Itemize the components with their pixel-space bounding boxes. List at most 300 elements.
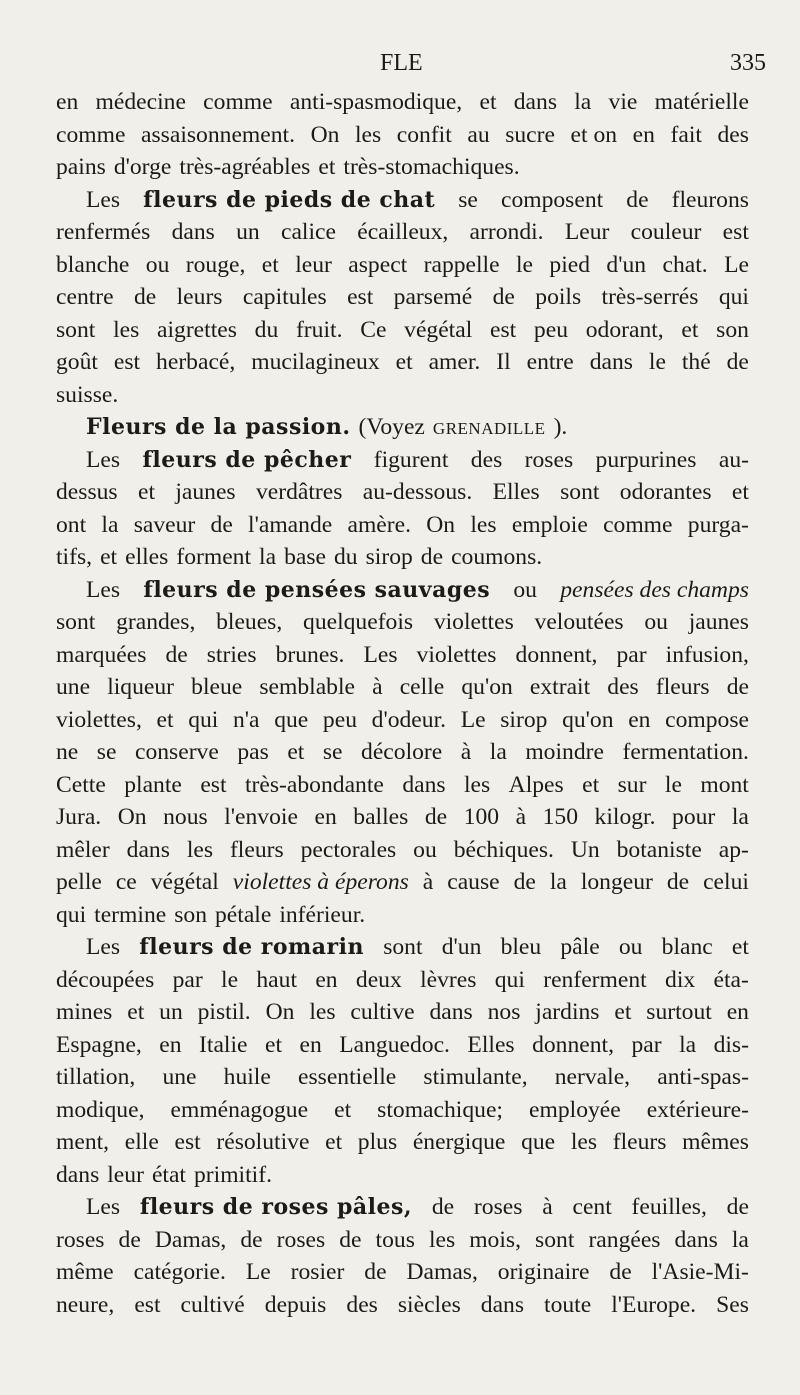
page-number: 335 — [730, 50, 766, 76]
word: Le — [245, 1259, 271, 1285]
text-line — [56, 1191, 749, 1224]
word: à — [542, 1194, 553, 1220]
word: décolore — [361, 739, 443, 765]
word: figurent — [373, 446, 449, 473]
word: et — [731, 934, 749, 960]
word: forment — [176, 544, 252, 570]
word: roses — [473, 1194, 523, 1220]
word: végétal — [150, 869, 219, 895]
word: saveur — [133, 511, 196, 538]
word: une — [56, 674, 91, 700]
word: est — [113, 349, 141, 375]
word: au-dessous. — [362, 479, 473, 505]
word: Elles — [492, 479, 540, 505]
word: jardins — [535, 999, 600, 1025]
word: de — [666, 869, 690, 895]
word: par — [172, 966, 203, 993]
word: de — [626, 186, 649, 213]
word: dans — [171, 219, 215, 245]
word: renfermés — [56, 219, 151, 245]
text-line — [56, 184, 749, 217]
word: leur — [107, 1161, 144, 1188]
word: dans — [589, 349, 633, 375]
text-line — [56, 769, 749, 802]
word: extérieure- — [646, 1096, 749, 1123]
word: stimulante, — [423, 1064, 528, 1090]
text-line — [56, 509, 749, 542]
word: pistil. — [197, 999, 251, 1025]
word: leurs — [176, 284, 223, 310]
word: fait — [670, 121, 702, 148]
word: comme — [56, 121, 126, 148]
word: dans — [480, 1291, 525, 1318]
word: la — [101, 511, 119, 538]
word: qui — [56, 901, 87, 928]
word: goût — [56, 349, 98, 375]
word: purga- — [687, 511, 749, 538]
word: très-stomachiques. — [343, 154, 520, 180]
word: dans — [126, 836, 170, 863]
word: nos — [487, 999, 521, 1025]
word: originaire — [497, 1259, 590, 1285]
word: rappelle — [423, 251, 500, 278]
word: arrondi. — [469, 219, 544, 245]
word: mucilagineux — [251, 349, 380, 375]
text-line — [56, 931, 749, 964]
word: ou — [513, 576, 537, 603]
word: qui — [718, 284, 749, 310]
word: mêmes — [682, 1129, 749, 1155]
word: Les — [363, 641, 398, 668]
word: deux — [355, 966, 402, 993]
word: emploie — [511, 511, 588, 538]
word: la — [731, 1226, 749, 1253]
word: sirop — [365, 544, 413, 570]
word: entre — [526, 349, 574, 375]
word: des — [470, 446, 503, 473]
word: les — [113, 316, 140, 343]
word: comme — [603, 511, 673, 538]
text-line — [56, 1094, 749, 1127]
word: de — [364, 1259, 387, 1285]
word: compose — [665, 706, 749, 733]
word: et — [318, 154, 336, 180]
word: et — [287, 739, 305, 765]
word: calice — [280, 219, 336, 245]
word: et — [479, 89, 497, 115]
word: aspect — [348, 251, 408, 278]
word: dans — [674, 1226, 718, 1253]
word: de — [165, 641, 188, 668]
word: Le — [724, 251, 749, 278]
word: poils — [535, 284, 582, 310]
word: par — [631, 1031, 662, 1058]
word: en — [159, 1031, 182, 1058]
word: de — [210, 511, 233, 538]
word: la — [574, 89, 592, 115]
word: les — [428, 1226, 456, 1253]
word: des — [346, 1291, 378, 1318]
word: ont — [56, 511, 87, 538]
word: de — [431, 1194, 455, 1220]
word: Espagne, — [56, 1031, 142, 1058]
word: ou — [413, 836, 437, 863]
word: sur — [617, 771, 647, 798]
word: la — [489, 739, 507, 765]
word: du — [254, 316, 279, 343]
word: se — [96, 739, 117, 765]
word: éta- — [713, 966, 749, 993]
page-header — [0, 50, 800, 80]
word: son — [716, 316, 749, 343]
word: de — [726, 674, 749, 700]
word: les — [464, 771, 491, 798]
word: elle — [124, 1129, 159, 1155]
word: blanche — [56, 251, 130, 278]
text-line — [56, 1029, 749, 1062]
word: roses — [56, 1226, 105, 1253]
word: sucre — [505, 121, 555, 148]
word: le — [221, 966, 239, 993]
word: dans — [429, 999, 473, 1025]
word: est — [489, 316, 517, 343]
word: et — [681, 316, 699, 343]
word: bleues, — [216, 609, 283, 635]
word: fleurs — [229, 836, 284, 863]
word: dessus — [56, 479, 118, 505]
word: anti-spas- — [657, 1064, 749, 1090]
word: se — [458, 186, 478, 213]
word: et — [614, 999, 632, 1025]
word: en — [314, 804, 337, 830]
word: fleurs — [612, 1129, 667, 1155]
word: grenadille — [432, 414, 546, 440]
word: Le — [460, 706, 486, 733]
word: comme — [203, 89, 273, 115]
word: par — [616, 641, 647, 668]
word: en — [299, 1031, 322, 1058]
word: semblable — [259, 674, 355, 700]
word: et — [582, 771, 600, 798]
word: amer. — [428, 349, 481, 375]
word: et — [325, 1129, 343, 1155]
word: très-serrés — [601, 284, 699, 310]
word: est — [722, 219, 749, 245]
word: couleur — [630, 219, 702, 245]
word: les — [354, 121, 382, 148]
word: très-agréables — [179, 154, 311, 180]
word: ). — [553, 414, 568, 440]
word: un — [236, 219, 260, 245]
word: même — [56, 1259, 114, 1285]
word: aigrettes — [157, 316, 237, 343]
word: Jura. — [56, 804, 102, 830]
word: d'un — [441, 934, 482, 960]
word: mois, — [469, 1226, 521, 1253]
text-line — [56, 801, 749, 834]
word: béchiques. — [453, 836, 554, 863]
word: dix — [665, 966, 696, 993]
text-line — [56, 541, 749, 574]
word: Les — [86, 576, 121, 603]
word: Italie — [199, 1031, 248, 1058]
word: On — [117, 804, 147, 830]
word: liqueur — [107, 674, 175, 700]
word: pour — [672, 804, 716, 830]
running-head: FLE — [380, 50, 423, 76]
word: mines — [56, 999, 113, 1025]
word: stomachique; — [377, 1096, 503, 1123]
word: pains — [56, 154, 106, 180]
word: Les — [86, 1194, 121, 1220]
word: écailleux, — [357, 219, 449, 245]
text-line — [56, 1224, 749, 1257]
word: qu'on — [461, 674, 513, 700]
word: dis- — [713, 1031, 749, 1058]
word: conserve — [134, 739, 219, 765]
word: On — [265, 999, 295, 1025]
word: énergique — [412, 1129, 506, 1155]
word: et — [127, 999, 145, 1025]
word: violettes, — [56, 706, 142, 733]
word: en — [315, 966, 338, 993]
word: de — [240, 1226, 263, 1253]
word: en — [632, 121, 655, 148]
word: nervale, — [554, 1064, 631, 1090]
text-line — [56, 1126, 749, 1159]
word: fleurons — [671, 186, 749, 213]
word: en — [726, 999, 749, 1025]
word: celui — [703, 869, 749, 895]
word: en — [56, 89, 79, 115]
word: plante — [124, 771, 182, 798]
word: une — [162, 1064, 197, 1090]
text-line — [56, 119, 749, 152]
word: ou — [618, 934, 643, 960]
word: balles — [353, 804, 409, 830]
text-line — [56, 964, 749, 997]
word: au- — [718, 446, 749, 473]
text-line — [56, 379, 749, 412]
text-line — [56, 834, 749, 867]
word: de — [492, 284, 515, 310]
word: l'Asie-Mi- — [651, 1259, 749, 1285]
text-line — [56, 1061, 749, 1094]
word: Damas, — [406, 1259, 478, 1285]
word: bleu — [500, 934, 542, 960]
word: et on — [570, 121, 618, 148]
word: dans — [402, 771, 446, 798]
word: est — [174, 1129, 201, 1155]
word: jaunes — [688, 609, 749, 635]
word: la — [259, 544, 277, 570]
word: 100 — [463, 804, 500, 830]
word: composent — [500, 186, 604, 213]
word: cultivé — [180, 1291, 245, 1318]
word: Les — [86, 446, 121, 473]
word: huile — [223, 1064, 271, 1090]
word: en — [628, 706, 651, 733]
word: purpurines — [595, 446, 697, 473]
word: donnent, — [515, 641, 598, 668]
word: Il — [496, 349, 511, 375]
word: capitules — [242, 284, 327, 310]
entry-heading: fleurs de romarin — [139, 934, 364, 960]
word: Un — [570, 836, 600, 863]
word: du — [334, 544, 358, 570]
text-line — [56, 996, 749, 1029]
word: tifs, — [56, 544, 93, 570]
word: son — [174, 901, 207, 928]
word: fruit. — [295, 316, 343, 343]
word: que — [274, 706, 309, 733]
word: haut — [256, 966, 297, 993]
text-line — [56, 704, 749, 737]
word: et — [156, 706, 174, 733]
word: les — [309, 999, 336, 1025]
word: d'un — [606, 251, 647, 278]
word: sirop — [500, 706, 548, 733]
word: violettes — [433, 609, 514, 635]
word: ne — [56, 739, 79, 765]
entry-heading: Fleurs de la passion. — [86, 414, 351, 440]
word: est — [134, 1291, 161, 1318]
word: de — [726, 349, 749, 375]
word: les — [470, 511, 497, 538]
word: végétal — [404, 316, 473, 343]
word: peu — [322, 706, 357, 733]
word: à — [515, 804, 527, 830]
word: les — [570, 1129, 598, 1155]
word: leur — [295, 251, 332, 278]
word: de — [726, 1194, 749, 1220]
word: emménagogue — [170, 1096, 309, 1123]
word: des — [717, 121, 749, 148]
word: jaunes — [175, 479, 236, 505]
word: Les — [86, 186, 121, 213]
word: dans — [513, 89, 557, 115]
word: neure, — [56, 1291, 115, 1318]
word: cent — [572, 1194, 612, 1220]
word: de — [420, 544, 444, 570]
text-line — [56, 574, 749, 607]
word: coumons. — [451, 544, 543, 570]
word: Ce — [360, 316, 387, 343]
word: verdâtres — [255, 479, 343, 505]
entry-heading: fleurs de pensées sauvages — [143, 576, 491, 603]
word: fermentation. — [622, 739, 749, 765]
word: tous — [375, 1226, 415, 1253]
word: marquées — [56, 641, 147, 668]
word: herbacé, — [156, 349, 236, 375]
word: pelle — [56, 869, 102, 895]
word: et — [395, 349, 413, 375]
word: Damas, — [154, 1226, 227, 1253]
word: le — [648, 349, 666, 375]
word: moindre — [525, 739, 604, 765]
word: termine — [94, 901, 167, 928]
word: au — [467, 121, 490, 148]
word: ou — [145, 251, 170, 278]
text-line — [56, 1256, 749, 1289]
entry-heading: fleurs de pieds de chat — [143, 186, 436, 213]
word: fleurs — [655, 674, 710, 700]
word: renferment — [543, 966, 647, 993]
word: que — [521, 1129, 556, 1155]
word: quelquefois — [303, 609, 414, 635]
word: parsemé — [393, 284, 473, 310]
word: de — [513, 869, 536, 895]
text-line — [56, 249, 749, 282]
word: Ses — [716, 1291, 749, 1318]
word: Cette — [56, 771, 106, 798]
italic-term: pensées des champs — [560, 576, 749, 603]
word: siècles — [397, 1291, 461, 1318]
word: et — [264, 1031, 283, 1058]
text-line — [56, 899, 749, 932]
word: ap- — [718, 836, 749, 863]
word: botaniste — [616, 836, 702, 863]
word: thé — [681, 349, 711, 375]
word: d'odeur. — [371, 706, 447, 733]
word: violettes — [416, 641, 497, 668]
text-line — [56, 1289, 749, 1322]
word: cause — [447, 869, 500, 895]
word: médecine — [95, 89, 186, 115]
word: toute — [544, 1291, 592, 1318]
word: à — [372, 674, 383, 700]
word: d'orge — [113, 154, 172, 180]
word: plus — [357, 1129, 398, 1155]
word: à — [460, 739, 472, 765]
word: celle — [399, 674, 445, 700]
word: veloutées — [534, 609, 624, 635]
word: pied — [549, 251, 591, 278]
word: roses — [276, 1226, 326, 1253]
entry-heading: fleurs de pêcher — [142, 446, 352, 473]
word: le — [515, 251, 534, 278]
word: longeur — [580, 869, 653, 895]
word: depuis — [264, 1291, 327, 1318]
body-text — [56, 86, 749, 1321]
word: est — [347, 284, 374, 310]
word: nous — [163, 804, 208, 830]
word: pâle — [560, 934, 600, 960]
word: et — [334, 1096, 352, 1123]
word: stries — [206, 641, 257, 668]
word: ou — [644, 609, 668, 635]
word: de — [133, 284, 157, 310]
word: Alpes — [508, 771, 564, 798]
word: vie — [608, 89, 638, 115]
word: la — [731, 804, 749, 830]
word: état — [151, 1161, 186, 1188]
word: qui — [188, 706, 219, 733]
word: pectorales — [300, 836, 397, 863]
word: odorantes — [619, 479, 712, 505]
word: anti-spasmodique, — [289, 89, 463, 115]
text-line — [56, 606, 749, 639]
word: qui — [494, 966, 525, 993]
word: donnent, — [532, 1031, 614, 1058]
word: chat. — [662, 251, 708, 278]
word: primitif. — [194, 1161, 272, 1188]
word: l'Europe. — [611, 1291, 697, 1318]
word: et — [100, 544, 118, 570]
word: sont — [535, 1226, 575, 1253]
word: de — [609, 1259, 632, 1285]
text-line — [56, 639, 749, 672]
